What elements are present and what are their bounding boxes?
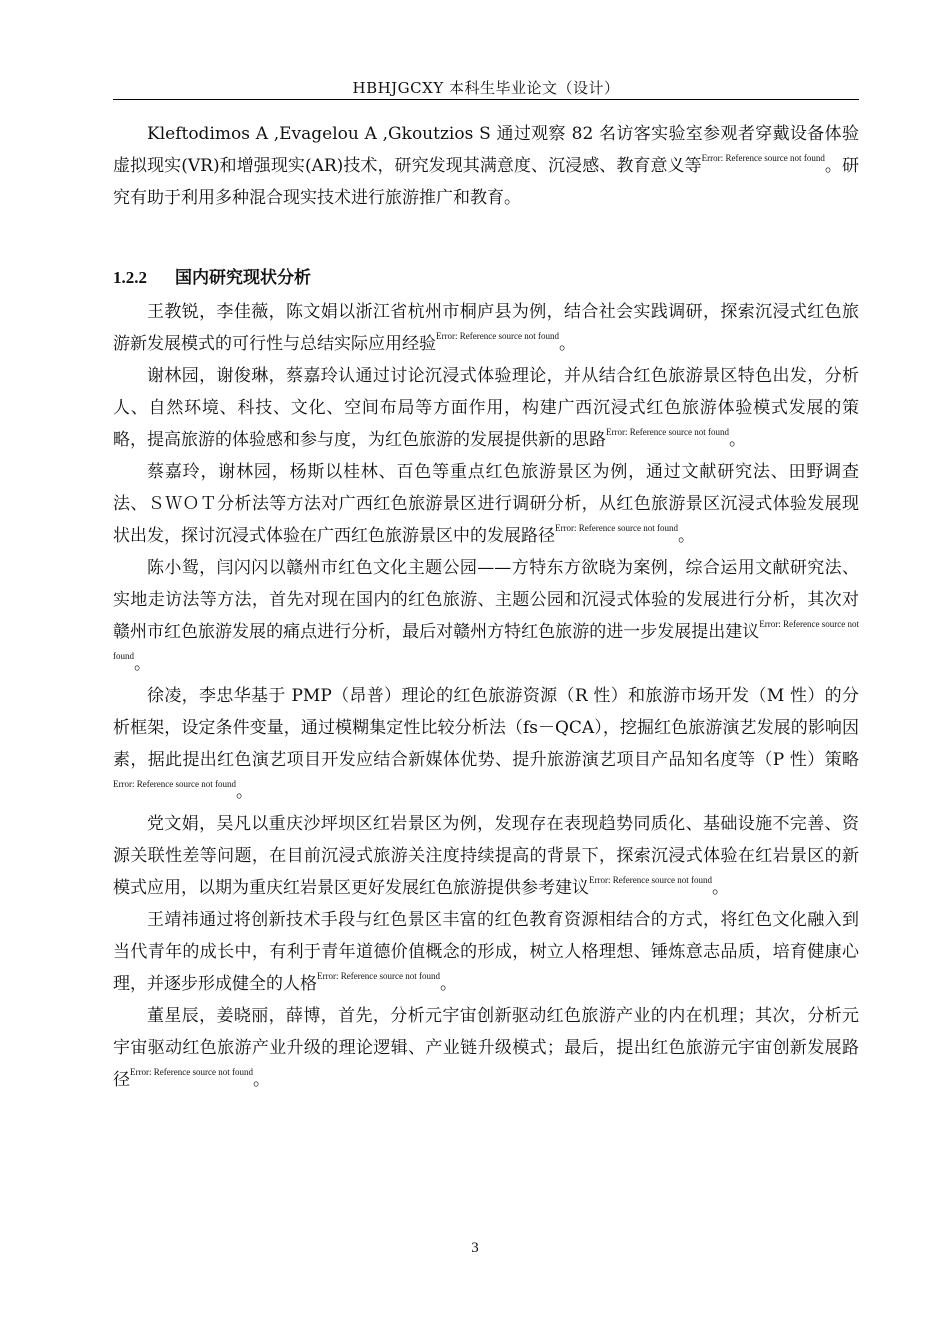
paragraph-tail: 。 [134, 654, 151, 674]
body-content [113, 118, 859, 1096]
section-number: 1.2.2 [113, 268, 147, 287]
paragraph-text: 蔡嘉玲，谢林园，杨斯以桂林、百色等重点红色旅游景区为例，通过文献研究法、田野调查法、ＳＷＯＴ分析法等方法对广西红色旅游景区进行调研分析，从红色旅游景区沉浸式体验发展现状出发，探讨沉浸式体验在广西红色旅游景区中的发展路径 [113, 462, 859, 546]
paragraph-tail: 。 [439, 974, 457, 994]
paragraph-wang-jingyi [113, 904, 859, 1000]
paragraph-text: 党文娟，吴凡以重庆沙坪坝区红岩景区为例，发现存在表现趋势同质化、基础设施不完善、资源关联性差等问题，在目前沉浸式旅游关注度持续提高的背景下，探索沉浸式体验在红岩景区的新模式应用，以期为重庆红岩景区更好发展红色旅游提供参考建议 [113, 814, 859, 898]
section-heading [113, 264, 859, 292]
paragraph-text: 王教锐，李佳薇，陈文娟以浙江省杭州市桐庐县为例，结合社会实践调研，探索沉浸式红色旅游新发展模式的可行性与总结实际应用经验 [113, 302, 859, 354]
paragraph-text: 陈小鸳，闫闪闪以赣州市红色文化主题公园——方特东方欲晓为案例，综合运用文献研究法、实地走访法等方法，首先对现在国内的红色旅游、主题公园和沉浸式体验的发展进行分析，其次对赣州市红色旅游发展的痛点进行分析，最后对赣州方特红色旅游的进一步发展提出建议 [113, 558, 859, 642]
paragraph-xu [113, 680, 859, 808]
paragraph-kleftodimos [113, 118, 859, 214]
citation-error: Error: Reference source not found [589, 875, 712, 885]
section-title: 国内研究现状分析 [175, 268, 311, 288]
paragraph-wang [113, 296, 859, 360]
paragraph-tail: 。研究有助于利用多种混合现实技术进行旅游推广和教育。 [113, 156, 859, 208]
paragraph-tail: 。 [728, 430, 746, 450]
citation-error: Error: Reference source not found [130, 1067, 253, 1077]
page-number: 3 [471, 1240, 479, 1256]
citation-error: Error: Reference source not found [436, 331, 559, 341]
paragraph-text: 徐凌，李忠华基于 PMP（昂普）理论的红色旅游资源（R 性）和旅游市场开发（M 性）的分析框架，设定条件变量，通过模糊集定性比较分析法（fs－QCA），挖掘红色旅游演艺发展的影响因素，据此提出红色演艺项目开发应结合新媒体优势、提升旅游演艺项目产品知名度等（P 性）策略 [113, 686, 859, 770]
page-header: HBHJGCXY 本科生毕业论文（设计） [352, 79, 620, 97]
paragraph-dang [113, 808, 859, 904]
citation-error: Error: Reference source not found [113, 619, 860, 661]
paragraph-text: 王靖祎通过将创新技术手段与红色景区丰富的红色教育资源相结合的方式，将红色文化融入到当代青年的成长中，有利于青年道德价值概念的形成，树立人格理想、锤炼意志品质，培育健康心理，并逐步形成健全的人格 [113, 910, 859, 994]
paragraph-tail: 。 [558, 334, 576, 354]
paragraph-tail: 。 [711, 878, 729, 898]
paragraph-chen [113, 552, 859, 680]
paragraph-text: 谢林园，谢俊琳，蔡嘉玲认通过讨论沉浸式体验理论，并从结合红色旅游景区特色出发，分析人、自然环境、科技、文化、空间布局等方面作用，构建广西沉浸式红色旅游体验模式发展的策略，提高旅游的体验感和参与度，为红色旅游的发展提供新的思路 [113, 366, 859, 450]
citation-error: Error: Reference source not found [317, 971, 440, 981]
paragraph-tail: 。 [235, 782, 253, 802]
citation-error: Error: Reference source not found [555, 523, 678, 533]
paragraph-cai [113, 456, 859, 552]
paragraph-xie [113, 360, 859, 456]
paragraph-text: 董星辰，姜晓丽，薛博，首先，分析元宇宙创新驱动红色旅游产业的内在机理；其次，分析元宇宙驱动红色旅游产业升级的理论逻辑、产业链升级模式；最后，提出红色旅游元宇宙创新发展路径 [113, 1006, 859, 1090]
header-rule [113, 99, 859, 100]
paragraph-text: Kleftodimos A ,Evagelou A ,Gkoutzios S 通过观察 82 名访客实验室参观者穿戴设备体验虚拟现实(VR)和增强现实(AR)技术，研究发现其满意度、沉浸感、教育意义等 [113, 124, 859, 176]
paragraph-tail: 。 [677, 526, 695, 546]
citation-error: Error: Reference source not found [606, 427, 729, 437]
paragraph-tail: 。 [252, 1070, 270, 1090]
paragraph-dong [113, 1000, 859, 1096]
citation-error: Error: Reference source not found [113, 779, 236, 789]
citation-error: Error: Reference source not found [701, 153, 825, 163]
